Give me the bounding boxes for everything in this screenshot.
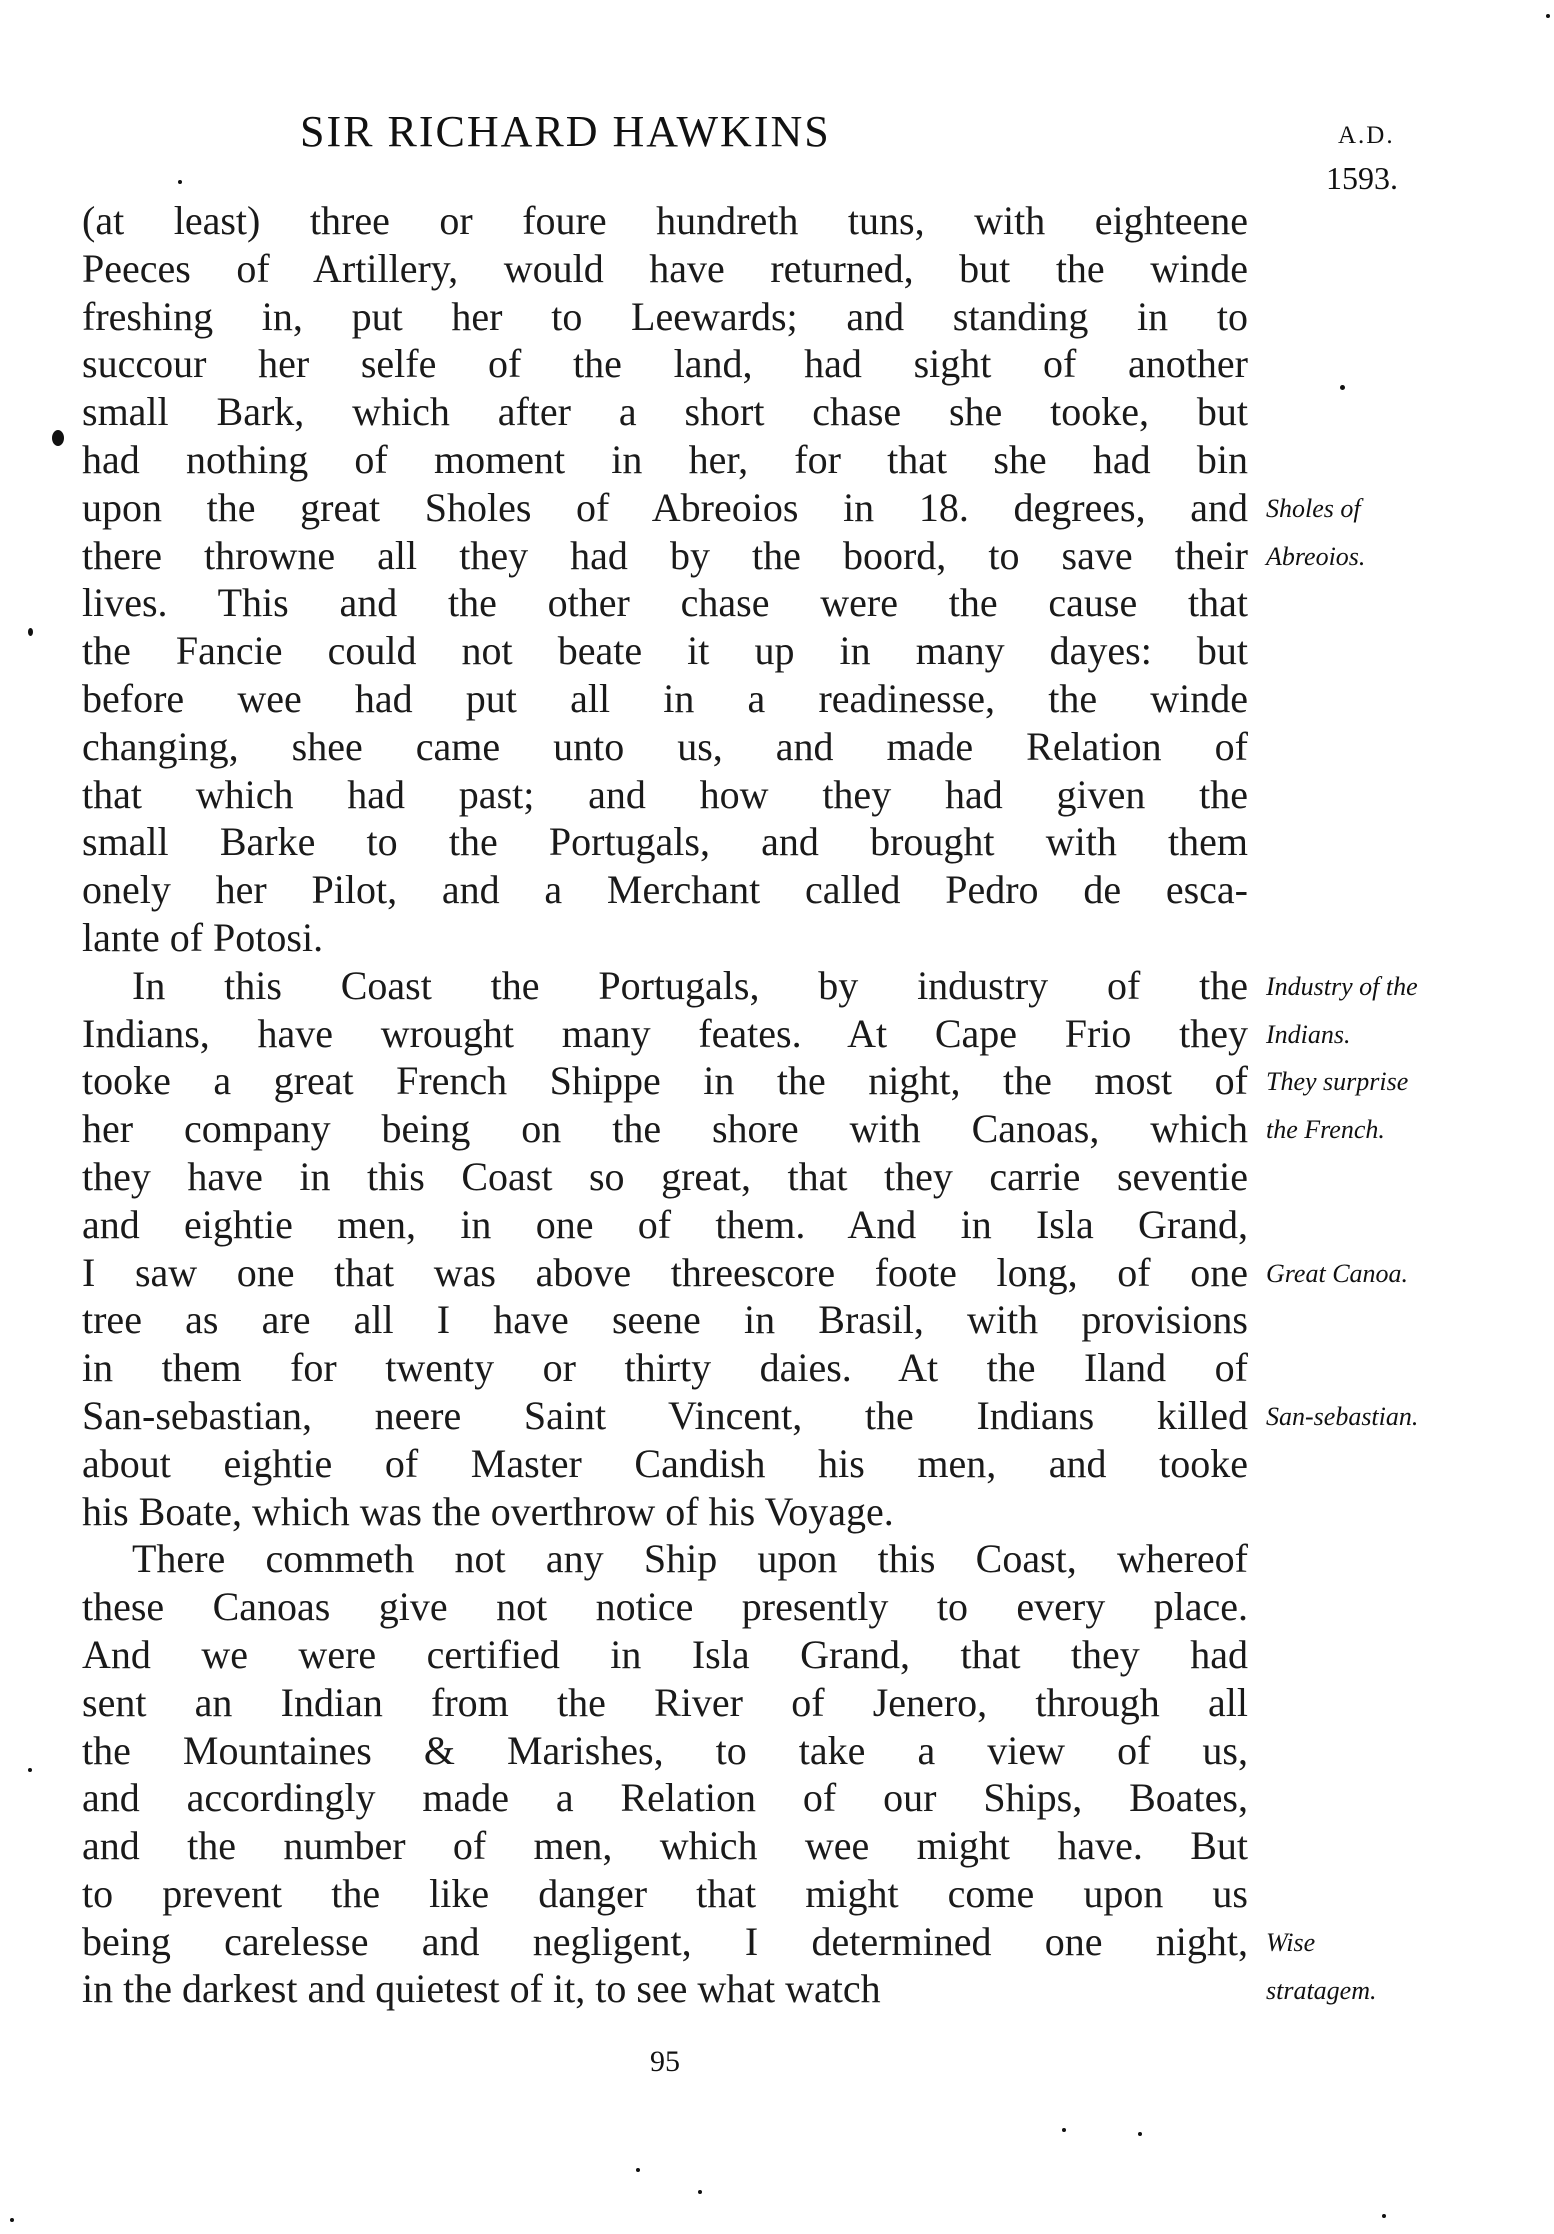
text-line: upon the great Sholes of Abreoios in 18. degrees, and (82, 484, 1248, 530)
scan-speck (28, 1768, 32, 1772)
margin-note: Great Canoa. (1266, 1258, 1409, 1288)
text-line: the Fancie could not beate it up in many dayes: but (82, 628, 1248, 674)
text-line: lante of Potosi. (82, 914, 324, 960)
text-line: tree as are all I have seene in Brasil, with provisions (82, 1297, 1248, 1343)
text-line: onely her Pilot, and a Merchant called Pedro de esca- (82, 867, 1248, 913)
text-line: In this Coast the Portugals, by industry of the (132, 962, 1248, 1008)
scan-speck (52, 430, 64, 446)
text-line: Peeces of Artillery, would have returned, but the winde (82, 245, 1248, 291)
text-line: I saw one that was above threescore foote long, of one (82, 1249, 1248, 1295)
margin-note: the French. (1266, 1115, 1385, 1145)
text-line: in them for twenty or thirty daies. At the Iland of (82, 1345, 1248, 1391)
text-line: in the darkest and quietest of it, to see what watch (82, 1966, 881, 2012)
scan-speck (1138, 2132, 1142, 2136)
text-line: these Canoas give not notice presently to every place. (82, 1584, 1248, 1630)
scan-speck (1062, 2128, 1066, 2132)
scan-speck (1340, 385, 1345, 390)
margin-note: Abreoios. (1266, 541, 1366, 571)
running-head: SIR RICHARD HAWKINS (300, 107, 831, 156)
text-line: his Boate, which was the overthrow of his Voyage. (82, 1488, 894, 1534)
scan-speck (1546, 14, 1550, 18)
margin-date-label: A.D. (1338, 122, 1395, 149)
text-line: changing, shee came unto us, and made Relation of (82, 723, 1248, 769)
margin-note: stratagem. (1266, 1975, 1377, 2005)
scan-speck (1382, 2214, 1386, 2218)
margin-note: Industry of the (1266, 971, 1418, 1001)
scan-speck (28, 628, 33, 636)
text-line: Indians, have wrought many feates. At Cape Frio they (82, 1010, 1248, 1056)
body-text (82, 197, 1248, 2013)
text-line: There commeth not any Ship upon this Coast, whereof (132, 1536, 1248, 1582)
text-line: about eightie of Master Candish his men, and tooke (82, 1440, 1248, 1486)
text-line: being carelesse and negligent, I determined one night, (82, 1918, 1248, 1964)
margin-note: San-sebastian. (1266, 1402, 1419, 1431)
text-line: before wee had put all in a readinesse, the winde (82, 675, 1248, 721)
scan-speck (10, 2218, 14, 2222)
text-line: small Bark, which after a short chase she tooke, but (82, 389, 1248, 435)
margin-date-year: 1593. (1326, 160, 1398, 196)
margin-note: Wise (1266, 1927, 1316, 1957)
text-line: sent an Indian from the River of Jenero, through all (82, 1679, 1248, 1725)
scan-speck (698, 2190, 702, 2194)
margin-note: They surprise (1266, 1067, 1409, 1097)
scan-speck (636, 2168, 640, 2172)
text-line: (at least) three or foure hundreth tuns, with eighteene (82, 198, 1248, 243)
text-line: and the number of men, which wee might have. But (82, 1823, 1248, 1869)
text-line: freshing in, put her to Leewards; and standing in to (82, 293, 1248, 339)
margin-note: Indians. (1266, 1019, 1351, 1049)
margin-note: Sholes of (1266, 493, 1361, 523)
text-line: and accordingly made a Relation of our Ships, Boates, (82, 1775, 1248, 1821)
text-line: they have in this Coast so great, that they carrie seventie (82, 1153, 1248, 1199)
text-line: there throwne all they had by the boord, to save their (82, 532, 1248, 578)
scan-speck (178, 180, 182, 184)
text-line: And we were certified in Isla Grand, that they had (82, 1631, 1248, 1677)
text-line: lives. This and the other chase were the cause that (82, 580, 1248, 626)
text-line: the Mountaines & Marishes, to take a view of us, (82, 1727, 1248, 1773)
text-line: her company being on the shore with Canoas, which (82, 1106, 1248, 1152)
text-line: tooke a great French Shippe in the night, the most of (82, 1058, 1248, 1104)
text-line: and eightie men, in one of them. And in Isla Grand, (82, 1201, 1248, 1247)
folio: 95 (650, 2045, 680, 2078)
text-line: succour her selfe of the land, had sight of another (82, 341, 1248, 387)
text-line: that which had past; and how they had given the (82, 771, 1248, 817)
text-line: San-sebastian, neere Saint Vincent, the Indians killed (82, 1392, 1248, 1438)
text-line: small Barke to the Portugals, and brought with them (82, 819, 1248, 865)
text-line: to prevent the like danger that might come upon us (82, 1870, 1248, 1916)
text-line: had nothing of moment in her, for that she had bin (82, 436, 1248, 482)
